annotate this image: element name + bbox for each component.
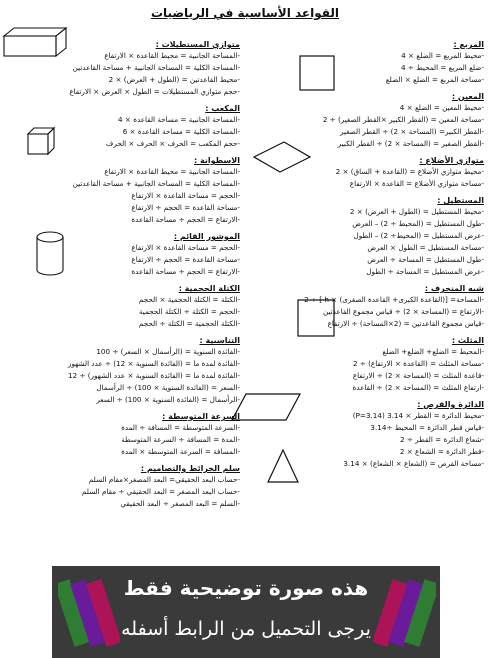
books-icon bbox=[58, 572, 120, 652]
banner-line-2: يرجى التحميل من الرابط أسفله bbox=[121, 618, 371, 640]
formula-line: -المساحة الجانبية = مساحة القاعدة × 4 bbox=[118, 115, 240, 124]
section-rectangle bbox=[246, 196, 484, 278]
section-heading: الدائرة والقرص : bbox=[417, 400, 484, 409]
books-icon bbox=[374, 572, 436, 652]
rectangle-shape bbox=[296, 298, 338, 340]
formula-line: -قياس مجموع القاعدتين = (2×المساحة) ÷ الارتفاع bbox=[327, 319, 484, 328]
section-heading: الاسطوانة : bbox=[194, 156, 240, 165]
formula-line: -قياس قطر الدائرة = المحيط ÷3.14 bbox=[370, 423, 484, 432]
formula-line: -الفائدة لمدة ما = (الفائدة السنوية × عدد الشهور) ÷ 12 bbox=[68, 371, 240, 380]
formula-line: -حساب البعد المصغر = البعد الحقيقي ÷ مقام السلم bbox=[81, 487, 240, 496]
formula-line: -الارتفاع = الحجم ÷ مساحة القاعدة bbox=[131, 215, 240, 224]
formula-line: -محيط المستطيل = (الطول + العرض) × 2 bbox=[349, 207, 484, 216]
section-heading: الكتلة الحجمية : bbox=[178, 284, 240, 293]
formula-line: -القطر الصغير = (المساحة × 2) ÷ القطر الكبير bbox=[337, 139, 484, 148]
formula-line: -عرض المستطيل = المساحة ÷ الطول bbox=[366, 267, 484, 276]
formula-line: -قاعدة المثلث = (المساحة × 2) ÷ الارتفاع bbox=[352, 371, 484, 380]
formula-line: -مساحة المربع = الضلع × الضلع bbox=[385, 75, 484, 84]
section-average-speed bbox=[4, 412, 240, 458]
section-trapezoid bbox=[246, 284, 484, 330]
section-heading: الموشور القائم : bbox=[173, 232, 240, 241]
formula-line: -طول المستطيل = المساحة ÷ العرض bbox=[367, 255, 484, 264]
formula-line: -مساحة القاعدة = الحجم ÷ الارتفاع bbox=[131, 203, 240, 212]
formula-line: -الفائدة السنوية = (الرأسمال × السعر) ÷ 100 bbox=[96, 347, 240, 356]
triangle-shape bbox=[266, 448, 300, 484]
formula-line: -مساحة المعين = (القطر الكبير ×القطر الصغير) ÷ 2 bbox=[322, 115, 484, 124]
section-heading: التناسبية : bbox=[199, 336, 240, 345]
formula-line: -الرأسمال = (الفائدة السنوية × 100) ÷ السعر bbox=[96, 395, 240, 404]
cube-shape bbox=[26, 126, 56, 156]
section-heading: المعين : bbox=[451, 92, 484, 101]
formula-line: -السعر = (الفائدة السنوية × 100) ÷ الرأسمال bbox=[96, 383, 240, 392]
download-notice-banner bbox=[52, 566, 440, 658]
left-column bbox=[4, 40, 240, 516]
section-square bbox=[246, 40, 484, 86]
formula-line: -المسافة = السرعة المتوسطة × المدة bbox=[121, 447, 240, 456]
section-map-scale bbox=[4, 464, 240, 510]
formula-line: -عرض المستطيل = (المحيط÷ 2) – الطول bbox=[353, 231, 484, 240]
section-heading: شبه المنحرف : bbox=[424, 284, 484, 293]
formula-line: -محيط القاعدتين = (الطول + العرض) × 2 bbox=[108, 75, 240, 84]
formula-line: -الكتلة الحجمية = الكتلة ÷ الحجم bbox=[138, 319, 240, 328]
formula-line: -المساحة الجانبية = محيط القاعدة × الارتفاع bbox=[104, 51, 240, 60]
formula-line: -الحجم = مساحة القاعدة × الارتفاع bbox=[131, 243, 240, 252]
formula-line: -المساحة الكلية = المساحة الجانبية + مساحة القاعدتين bbox=[72, 179, 240, 188]
section-heading: المكعب : bbox=[205, 104, 240, 113]
formula-line: -المساحة= [(القاعدة الكبرى+ القاعدة الصغرى) × h ] ÷ 2 bbox=[304, 295, 484, 304]
formula-line: -المساحة الكلية = المساحة الجانبية + مساحة القاعدتين bbox=[72, 63, 240, 72]
formula-line: -المحيط = الضلع+ الضلع+ الضلع bbox=[382, 347, 484, 356]
formula-line: -مساحة القرص = (الشعاع × الشعاع) × 3.14 bbox=[343, 459, 484, 468]
formula-line: -الفائدة لمدة ما = (الفائدة السنوية × 12) ÷ عدد الشهور bbox=[68, 359, 240, 368]
formula-line: -الحجم = الكتلة ÷ الكتلة الحجمية bbox=[138, 307, 240, 316]
section-density bbox=[4, 284, 240, 330]
formula-line: -قطر الدائرة = الشعاع × 2 bbox=[399, 447, 484, 456]
banner-line-1: هذه صورة توضيحية فقط bbox=[123, 576, 369, 600]
formula-line: -الارتفاع = (المساحة × 2) ÷ قياس مجموع القاعدتين bbox=[323, 307, 484, 316]
formula-line: -محيط المعين = الضلع × 4 bbox=[399, 103, 484, 112]
formula-line: -حجم متوازي المستطيلات = الطول × العرض × الارتفاع bbox=[69, 87, 240, 96]
formula-line: -مساحة القاعدة = الحجم ÷ الارتفاع bbox=[131, 255, 240, 264]
formula-line: -محيط متوازي الأضلاع = (القاعدة + الساق) × 2 bbox=[335, 167, 484, 176]
cuboid-shape bbox=[2, 26, 68, 58]
formula-line: -مساحة المستطيل = الطول × العرض bbox=[367, 243, 484, 252]
section-cylinder bbox=[4, 156, 240, 226]
section-heading: متوازي الأضلاع : bbox=[419, 156, 484, 165]
formula-line: -القطر الكبير= (المساحة × 2) ÷ القطر الصغير bbox=[340, 127, 484, 136]
rhombus-shape bbox=[252, 140, 312, 174]
square-shape bbox=[298, 54, 338, 94]
formula-line: -طول المستطيل = (المحيط ÷ 2) – العرض bbox=[352, 219, 484, 228]
formula-line: -المدة = المسافة ÷ السرعة المتوسطة bbox=[121, 435, 240, 444]
formula-line: -الارتفاع = الحجم ÷ مساحة القاعدة bbox=[131, 267, 240, 276]
formula-line: -المساحة الجانبية = محيط القاعدة × الارتفاع bbox=[104, 167, 240, 176]
formula-line: -السرعة المتوسطة = المسافة ÷ المدة bbox=[121, 423, 240, 432]
formula-line: -محيط الدائرة = القطر × 3.14 (P=3.14) bbox=[352, 411, 484, 420]
formula-line: -محيط المربع = الضلع × 4 bbox=[401, 51, 484, 60]
section-heading: السرعة المتوسطة : bbox=[162, 412, 240, 421]
section-heading: متوازي المستطيلات : bbox=[155, 40, 240, 49]
section-heading: المربع : bbox=[453, 40, 484, 49]
formula-line: -ارتفاع المثلث = (المساحة × 2) ÷ القاعدة bbox=[352, 383, 484, 392]
section-heading: سلم الخرائط والتصاميم : bbox=[140, 464, 240, 473]
formula-line: -حجم المكعب = الحرف × الحرف × الحرف bbox=[105, 139, 240, 148]
formula-line: -الحجم = مساحة القاعدة × الارتفاع bbox=[131, 191, 240, 200]
trapezoid-shape bbox=[230, 392, 302, 422]
formula-line: -ضلع المربع = المحيط ÷ 4 bbox=[400, 63, 484, 72]
section-heading: المثلث : bbox=[451, 336, 484, 345]
cylinder-shape bbox=[34, 230, 66, 278]
formula-line: -مساحة متوازي الأضلاع = القاعدة × الارتفاع bbox=[349, 179, 484, 188]
formula-line: -شعاع الدائرة = القطر ÷ 2 bbox=[400, 435, 484, 444]
section-triangle bbox=[246, 336, 484, 394]
formula-line: -حساب البعد الحقيقي= البعد المصغر×مقام السلم bbox=[88, 475, 240, 484]
formula-line: -الكتلة = الكتلة الحجمية × الحجم bbox=[138, 295, 240, 304]
formula-line: -المساحة الكلية = مساحة القاعدة × 6 bbox=[122, 127, 240, 136]
formula-line: -السلم = البعد المصغر ÷ البعد الحقيقي bbox=[120, 499, 240, 508]
section-proportionality bbox=[4, 336, 240, 406]
section-heading: المستطيل : bbox=[437, 196, 484, 205]
page-title: القواعد الأساسية في الرياضيات bbox=[150, 6, 340, 20]
formula-line: -مساحة المثلث = (القاعدة × الارتفاع) ÷ 2 bbox=[352, 359, 484, 368]
